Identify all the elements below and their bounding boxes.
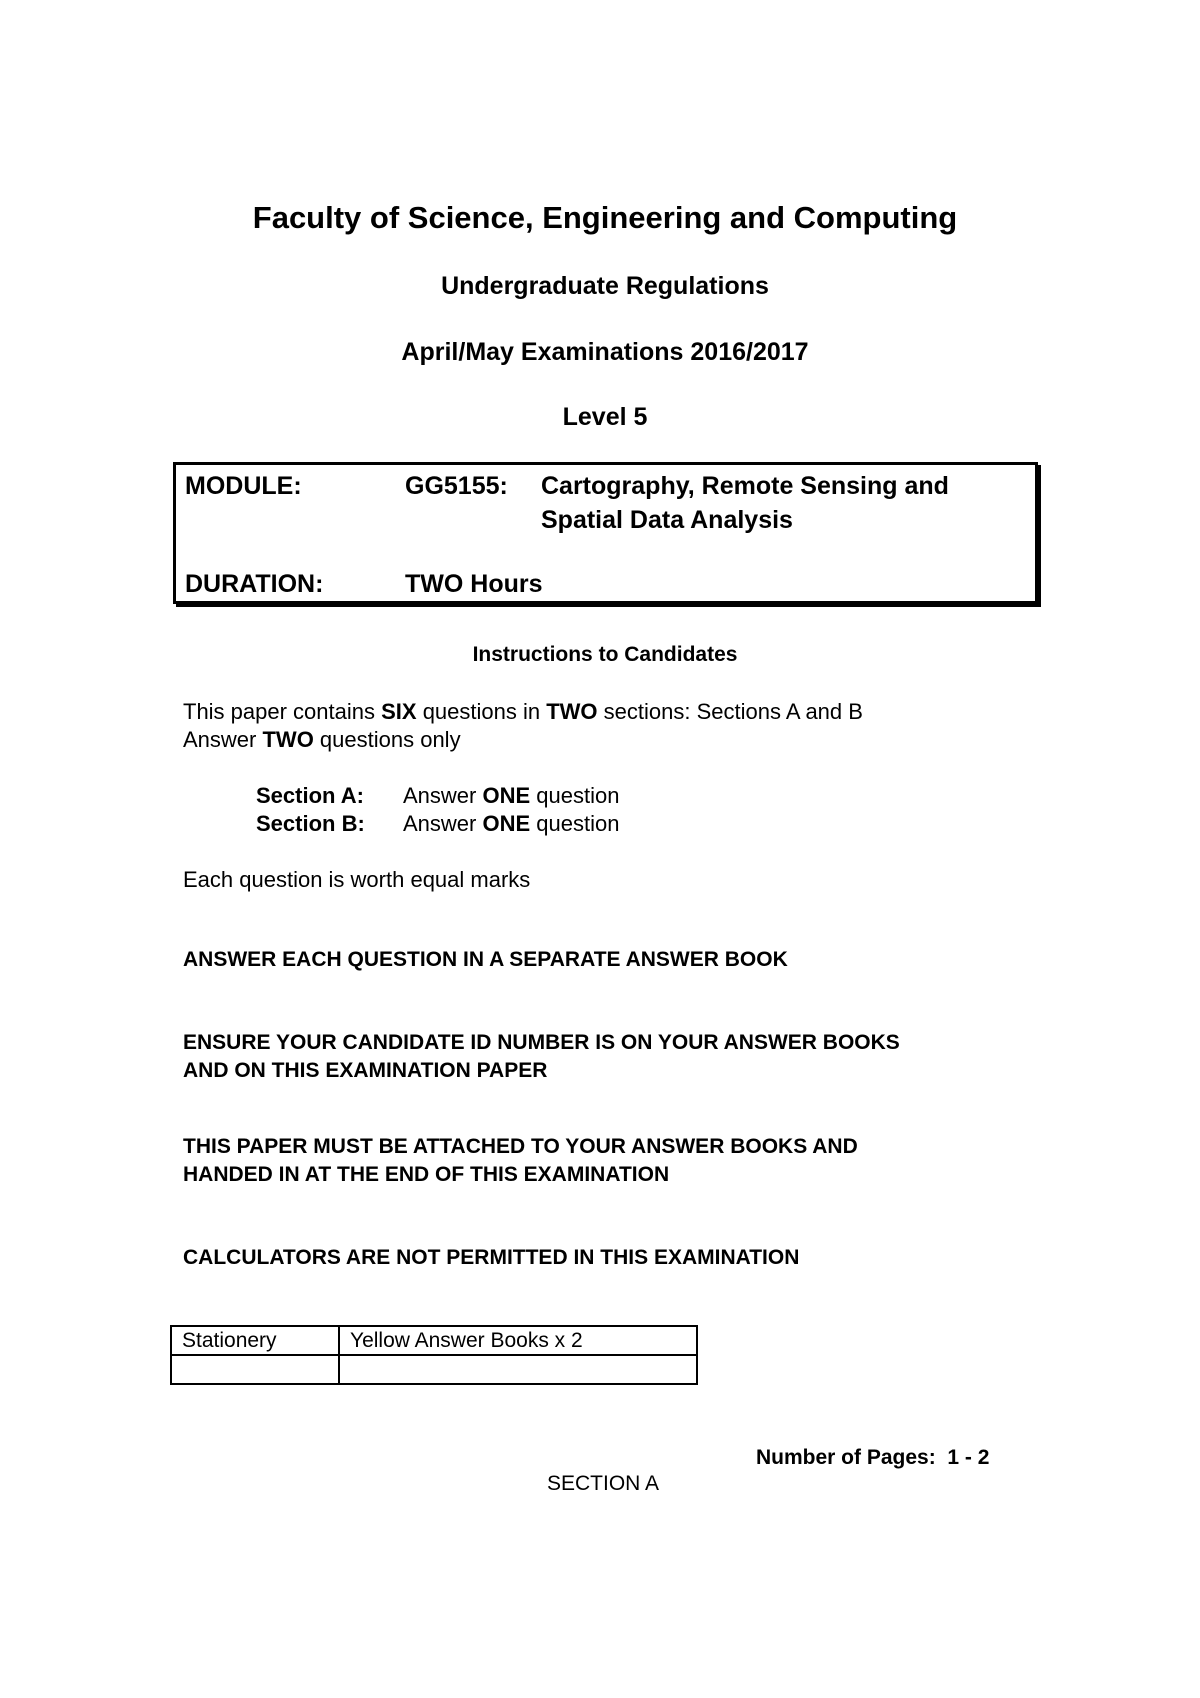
instructions-line1 <box>183 699 863 725</box>
text-span: question <box>530 811 620 836</box>
notice-candidate-id-line2: AND ON THIS EXAMINATION PAPER <box>183 1059 548 1082</box>
text-span-bold: ONE <box>482 811 531 836</box>
text-span: Answer <box>183 727 263 752</box>
text-span: This paper contains <box>183 699 382 724</box>
text-span: Answer <box>403 811 483 836</box>
regulations-title: Undergraduate Regulations <box>441 272 769 300</box>
empty-label-cell <box>171 1355 339 1384</box>
notice-candidate-id-line1: ENSURE YOUR CANDIDATE ID NUMBER IS ON YOUR ANSWER BOOKS <box>183 1031 900 1054</box>
empty-value-cell <box>339 1355 697 1384</box>
examinations-title: April/May Examinations 2016/2017 <box>401 338 809 366</box>
table-row <box>171 1326 697 1355</box>
section-a-label: Section A: <box>256 783 364 808</box>
stationery-label-cell: Stationery <box>171 1326 339 1355</box>
section-a-heading: SECTION A <box>546 1472 660 1495</box>
text-span: questions only <box>313 727 461 752</box>
level-title: Level 5 <box>562 403 648 431</box>
text-span: Answer <box>403 783 483 808</box>
pages-label: Number of Pages: <box>756 1446 936 1469</box>
section-b-instruction <box>403 811 619 837</box>
module-title-line2: Spatial Data Analysis <box>541 506 793 534</box>
section-b-label: Section B: <box>256 811 365 836</box>
text-span: question <box>530 783 620 808</box>
table-row <box>171 1355 697 1384</box>
notice-calculators: CALCULATORS ARE NOT PERMITTED IN THIS EXAMINATION <box>183 1246 800 1269</box>
module-info-box <box>173 462 1038 604</box>
number-of-pages <box>756 1446 989 1470</box>
text-span: questions in <box>416 699 547 724</box>
stationery-table <box>170 1325 698 1385</box>
module-title-line1: Cartography, Remote Sensing and <box>541 472 949 500</box>
section-a-instruction <box>403 783 619 809</box>
text-span-bold: TWO <box>546 699 598 724</box>
pages-value: 1 - 2 <box>947 1446 990 1469</box>
notice-separate-book: ANSWER EACH QUESTION IN A SEPARATE ANSWER BOOK <box>183 948 788 971</box>
notice-attach-paper-line2: HANDED IN AT THE END OF THIS EXAMINATION <box>183 1163 670 1186</box>
stationery-value-cell: Yellow Answer Books x 2 <box>339 1326 697 1355</box>
instructions-line2 <box>183 727 461 753</box>
faculty-title: Faculty of Science, Engineering and Computing <box>252 200 958 235</box>
text-span: sections: Sections A and B <box>597 699 863 724</box>
duration-label: DURATION: <box>185 570 324 598</box>
text-span-bold: ONE <box>482 783 531 808</box>
module-label: MODULE: <box>185 472 302 500</box>
text-span-bold: SIX <box>381 699 417 724</box>
text-span-bold: TWO <box>262 727 314 752</box>
duration-value: TWO Hours <box>405 570 543 598</box>
module-code: GG5155: <box>405 472 508 500</box>
notice-attach-paper-line1: THIS PAPER MUST BE ATTACHED TO YOUR ANSWER BOOKS AND <box>183 1135 858 1158</box>
instructions-heading: Instructions to Candidates <box>472 643 738 666</box>
equal-marks-note: Each question is worth equal marks <box>183 867 531 892</box>
